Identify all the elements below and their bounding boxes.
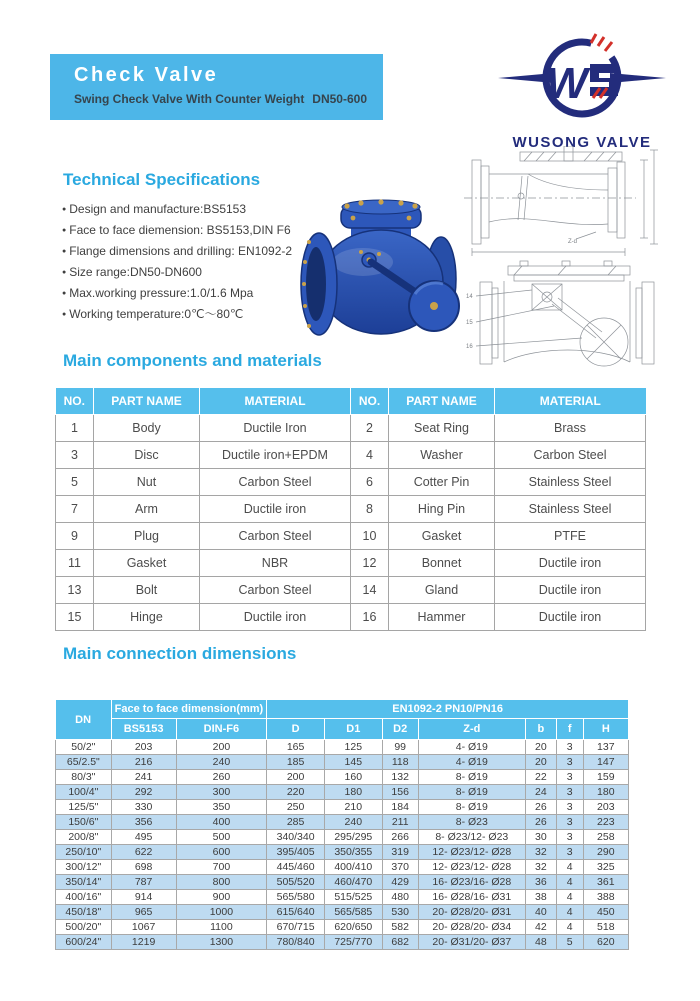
column-header: PART NAME	[389, 388, 495, 415]
table-cell: PTFE	[495, 523, 646, 550]
table-cell: Ductile iron	[495, 550, 646, 577]
table-cell: 914	[111, 890, 176, 905]
table-cell: 203	[583, 800, 628, 815]
table-cell: 400	[176, 815, 267, 830]
table-cell: 300	[176, 785, 267, 800]
table-cell: 240	[176, 755, 267, 770]
table-cell: 4	[556, 920, 583, 935]
table-cell: 395/405	[267, 845, 325, 860]
table-cell: 3	[556, 770, 583, 785]
table-cell: 240	[324, 815, 382, 830]
company-name: WUSONG VALVE	[512, 134, 652, 151]
table-cell: Arm	[94, 496, 200, 523]
table-cell: 787	[111, 875, 176, 890]
table-cell: 3	[556, 755, 583, 770]
table-cell: 16- Ø28/16- Ø31	[418, 890, 525, 905]
table-cell: 530	[382, 905, 418, 920]
spec-item: ● Flange dimensions and drilling: EN1092-2	[62, 241, 302, 262]
table-cell: Stainless Steel	[495, 496, 646, 523]
table-cell: 350/14"	[56, 875, 112, 890]
table-cell: 9	[56, 523, 94, 550]
table-cell: 388	[583, 890, 628, 905]
table-row	[56, 770, 629, 785]
table-cell: 20	[525, 755, 556, 770]
table-cell: 5	[56, 469, 94, 496]
table-row	[56, 755, 629, 770]
table-cell: 8- Ø23	[418, 815, 525, 830]
header-banner	[50, 54, 383, 120]
table-cell: 20- Ø28/20- Ø31	[418, 905, 525, 920]
table-cell: 12- Ø23/12- Ø28	[418, 845, 525, 860]
table-cell: 565/585	[324, 905, 382, 920]
table-cell: 26	[525, 800, 556, 815]
table-cell: 340/340	[267, 830, 325, 845]
table-cell: 24	[525, 785, 556, 800]
table-row	[56, 577, 646, 604]
table-cell: 10	[351, 523, 389, 550]
table-cell: 20- Ø31/20- Ø37	[418, 935, 525, 950]
table-cell: NBR	[200, 550, 351, 577]
table-cell: 6	[351, 469, 389, 496]
spec-item: ● Face to face diemension: BS5153,DIN F6	[62, 220, 302, 241]
technical-drawing	[458, 146, 696, 368]
column-header: Z-d	[418, 719, 525, 740]
table-cell: 429	[382, 875, 418, 890]
table-cell: 460/470	[324, 875, 382, 890]
table-cell: 4- Ø19	[418, 755, 525, 770]
table-cell: 8- Ø23/12- Ø23	[418, 830, 525, 845]
table-cell: Plug	[94, 523, 200, 550]
table-cell: Ductile iron	[495, 577, 646, 604]
column-header: NO.	[351, 388, 389, 415]
column-group-en1092: EN1092-2 PN10/PN16	[267, 700, 629, 719]
dimensions-heading: Main connection dimensions	[63, 644, 297, 663]
table-cell: 4	[556, 875, 583, 890]
table-cell: 12- Ø23/12- Ø28	[418, 860, 525, 875]
table-cell: 682	[382, 935, 418, 950]
table-cell: 16	[351, 604, 389, 631]
page-title: Check Valve	[74, 64, 219, 86]
table-cell: 620/650	[324, 920, 382, 935]
table-row	[56, 800, 629, 815]
column-header: PART NAME	[94, 388, 200, 415]
svg-text:W: W	[546, 59, 588, 108]
table-cell: 3	[556, 740, 583, 755]
table-cell: 1067	[111, 920, 176, 935]
table-cell: Carbon Steel	[200, 523, 351, 550]
column-header-dn: DN	[56, 700, 112, 740]
table-cell: 400/410	[324, 860, 382, 875]
table-row	[56, 905, 629, 920]
dimensions-table	[55, 699, 629, 950]
table-cell: 2	[351, 415, 389, 442]
company-logo	[492, 32, 672, 151]
table-cell: 200	[267, 770, 325, 785]
table-cell: 700	[176, 860, 267, 875]
table-cell: 600	[176, 845, 267, 860]
table-cell: 600/24"	[56, 935, 112, 950]
table-cell: 145	[324, 755, 382, 770]
table-cell: 266	[382, 830, 418, 845]
table-cell: Ductile Iron	[200, 415, 351, 442]
size-range-text: DN50-600	[312, 92, 367, 106]
table-cell: 11	[56, 550, 94, 577]
table-cell: 250	[267, 800, 325, 815]
table-row	[56, 415, 646, 442]
table-cell: 565/580	[267, 890, 325, 905]
table-cell: 5	[556, 935, 583, 950]
tech-specs-list	[62, 199, 302, 325]
table-cell: 900	[176, 890, 267, 905]
table-cell: 42	[525, 920, 556, 935]
table-row	[56, 875, 629, 890]
table-cell: 8	[351, 496, 389, 523]
table-header-row	[56, 388, 646, 415]
table-cell: 4	[351, 442, 389, 469]
table-cell: 132	[382, 770, 418, 785]
table-cell: 180	[324, 785, 382, 800]
table-cell: 350/355	[324, 845, 382, 860]
table-cell: Stainless Steel	[495, 469, 646, 496]
page-subtitle	[74, 92, 367, 106]
table-cell: Body	[94, 415, 200, 442]
table-cell: 300/12"	[56, 860, 112, 875]
table-cell: Bonnet	[389, 550, 495, 577]
table-cell: 26	[525, 815, 556, 830]
drawing-label-16: 16	[466, 344, 473, 350]
table-cell: 200/8"	[56, 830, 112, 845]
table-cell: 210	[324, 800, 382, 815]
spec-item: ● Working temperature:0℃～80℃	[62, 304, 302, 325]
wusong-logo-icon	[494, 32, 670, 128]
table-cell: 30	[525, 830, 556, 845]
table-cell: 14	[351, 577, 389, 604]
table-cell: 518	[583, 920, 628, 935]
table-cell: 99	[382, 740, 418, 755]
table-cell: 241	[111, 770, 176, 785]
table-cell: 361	[583, 875, 628, 890]
table-cell: 505/520	[267, 875, 325, 890]
table-row	[56, 523, 646, 550]
table-row	[56, 442, 646, 469]
table-cell: 32	[525, 860, 556, 875]
column-header: MATERIAL	[200, 388, 351, 415]
column-header: D1	[324, 719, 382, 740]
table-cell: Hammer	[389, 604, 495, 631]
table-cell: 100/4"	[56, 785, 112, 800]
column-header: b	[525, 719, 556, 740]
table-cell: 22	[525, 770, 556, 785]
table-cell: Bolt	[94, 577, 200, 604]
column-header: f	[556, 719, 583, 740]
table-cell: Gasket	[389, 523, 495, 550]
valve-product-image	[293, 184, 468, 346]
table-cell: 40	[525, 905, 556, 920]
table-cell: 20	[525, 740, 556, 755]
table-cell: 3	[56, 442, 94, 469]
table-cell: 3	[556, 815, 583, 830]
table-cell: 15	[56, 604, 94, 631]
table-cell: 13	[56, 577, 94, 604]
table-cell: Nut	[94, 469, 200, 496]
table-cell: 1219	[111, 935, 176, 950]
table-cell: 4	[556, 905, 583, 920]
table-cell: 698	[111, 860, 176, 875]
table-cell: 495	[111, 830, 176, 845]
column-header: BS5153	[111, 719, 176, 740]
table-cell: 1300	[176, 935, 267, 950]
table-cell: 211	[382, 815, 418, 830]
column-group-face-to-face: Face to face dimension(mm)	[111, 700, 267, 719]
table-cell: 125	[324, 740, 382, 755]
table-cell: 203	[111, 740, 176, 755]
table-row	[56, 860, 629, 875]
spec-item: ● Design and manufacture:BS5153	[62, 199, 302, 220]
table-cell: 450	[583, 905, 628, 920]
table-cell: Ductile iron	[200, 604, 351, 631]
table-cell: 582	[382, 920, 418, 935]
table-cell: 356	[111, 815, 176, 830]
table-cell: Gland	[389, 577, 495, 604]
table-cell: Washer	[389, 442, 495, 469]
table-cell: Carbon Steel	[200, 469, 351, 496]
table-cell: 4- Ø19	[418, 740, 525, 755]
table-cell: 965	[111, 905, 176, 920]
table-cell: 8- Ø19	[418, 800, 525, 815]
column-header: D	[267, 719, 325, 740]
table-cell: 500/20"	[56, 920, 112, 935]
table-row	[56, 740, 629, 755]
table-cell: 330	[111, 800, 176, 815]
table-cell: Gasket	[94, 550, 200, 577]
table-cell: 50/2"	[56, 740, 112, 755]
tech-specs-heading: Technical Specifications	[63, 170, 261, 189]
table-cell: 1	[56, 415, 94, 442]
spec-item: ● Max.working pressure:1.0/1.6 Mpa	[62, 283, 302, 304]
table-cell: 8- Ø19	[418, 770, 525, 785]
table-cell: 400/16"	[56, 890, 112, 905]
column-header: DIN-F6	[176, 719, 267, 740]
table-row	[56, 935, 629, 950]
table-cell: 622	[111, 845, 176, 860]
table-cell: 8- Ø19	[418, 785, 525, 800]
table-cell: 150/6"	[56, 815, 112, 830]
spec-item: ● Size range:DN50-DN600	[62, 262, 302, 283]
table-cell: 515/525	[324, 890, 382, 905]
table-cell: Carbon Steel	[200, 577, 351, 604]
table-cell: Hinge	[94, 604, 200, 631]
table-cell: 185	[267, 755, 325, 770]
table-cell: 290	[583, 845, 628, 860]
table-cell: 260	[176, 770, 267, 785]
column-header: NO.	[56, 388, 94, 415]
table-cell: 370	[382, 860, 418, 875]
table-row	[56, 550, 646, 577]
table-cell: 180	[583, 785, 628, 800]
table-row	[56, 830, 629, 845]
table-cell: 156	[382, 785, 418, 800]
table-cell: 319	[382, 845, 418, 860]
table-row	[56, 785, 629, 800]
table-cell: 1100	[176, 920, 267, 935]
table-cell: 500	[176, 830, 267, 845]
table-cell: 4	[556, 860, 583, 875]
table-cell: 220	[267, 785, 325, 800]
table-cell: 159	[583, 770, 628, 785]
table-cell: 350	[176, 800, 267, 815]
drawing-label-14: 14	[466, 294, 473, 300]
table-cell: 250/10"	[56, 845, 112, 860]
table-row	[56, 890, 629, 905]
table-cell: 12	[351, 550, 389, 577]
table-cell: 780/840	[267, 935, 325, 950]
table-cell: 118	[382, 755, 418, 770]
table-header-row	[56, 719, 629, 740]
table-cell: 1000	[176, 905, 267, 920]
table-cell: 165	[267, 740, 325, 755]
column-header: H	[583, 719, 628, 740]
table-cell: 480	[382, 890, 418, 905]
table-cell: Brass	[495, 415, 646, 442]
table-cell: 200	[176, 740, 267, 755]
table-cell: Carbon Steel	[495, 442, 646, 469]
table-cell: 7	[56, 496, 94, 523]
table-cell: 36	[525, 875, 556, 890]
components-table	[55, 387, 646, 631]
table-cell: 32	[525, 845, 556, 860]
table-cell: 445/460	[267, 860, 325, 875]
table-cell: 4	[556, 890, 583, 905]
table-cell: 125/5"	[56, 800, 112, 815]
column-header: MATERIAL	[495, 388, 646, 415]
table-cell: 285	[267, 815, 325, 830]
table-cell: 292	[111, 785, 176, 800]
table-cell: Ductile iron	[495, 604, 646, 631]
table-cell: 295/295	[324, 830, 382, 845]
table-cell: 80/3"	[56, 770, 112, 785]
table-cell: Disc	[94, 442, 200, 469]
table-cell: 615/640	[267, 905, 325, 920]
table-row	[56, 496, 646, 523]
table-cell: 620	[583, 935, 628, 950]
table-cell: 800	[176, 875, 267, 890]
table-cell: 160	[324, 770, 382, 785]
drawing-label-15: 15	[466, 320, 473, 326]
components-heading: Main components and materials	[63, 351, 322, 370]
subtitle-text: Swing Check Valve With Counter Weight	[74, 92, 305, 106]
table-cell: 184	[382, 800, 418, 815]
table-row	[56, 845, 629, 860]
table-cell: 216	[111, 755, 176, 770]
table-cell: 48	[525, 935, 556, 950]
table-row	[56, 469, 646, 496]
table-cell: 147	[583, 755, 628, 770]
drawing-label-zd: Z-d	[568, 239, 577, 245]
table-header-row	[56, 700, 629, 719]
table-cell: 3	[556, 845, 583, 860]
table-cell: 258	[583, 830, 628, 845]
table-row	[56, 604, 646, 631]
table-cell: 38	[525, 890, 556, 905]
table-cell: Ductile iron	[200, 496, 351, 523]
table-cell: 3	[556, 785, 583, 800]
table-cell: 3	[556, 800, 583, 815]
table-cell: 223	[583, 815, 628, 830]
table-cell: 16- Ø23/16- Ø28	[418, 875, 525, 890]
table-cell: Cotter Pin	[389, 469, 495, 496]
table-cell: 325	[583, 860, 628, 875]
table-cell: 3	[556, 830, 583, 845]
column-header: D2	[382, 719, 418, 740]
table-cell: Ductile iron+EPDM	[200, 442, 351, 469]
table-cell: 20- Ø28/20- Ø34	[418, 920, 525, 935]
table-cell: 137	[583, 740, 628, 755]
table-cell: Seat Ring	[389, 415, 495, 442]
table-cell: 450/18"	[56, 905, 112, 920]
table-cell: 65/2.5"	[56, 755, 112, 770]
table-row	[56, 920, 629, 935]
table-cell: 725/770	[324, 935, 382, 950]
table-row	[56, 815, 629, 830]
table-cell: Hing Pin	[389, 496, 495, 523]
table-cell: 670/715	[267, 920, 325, 935]
